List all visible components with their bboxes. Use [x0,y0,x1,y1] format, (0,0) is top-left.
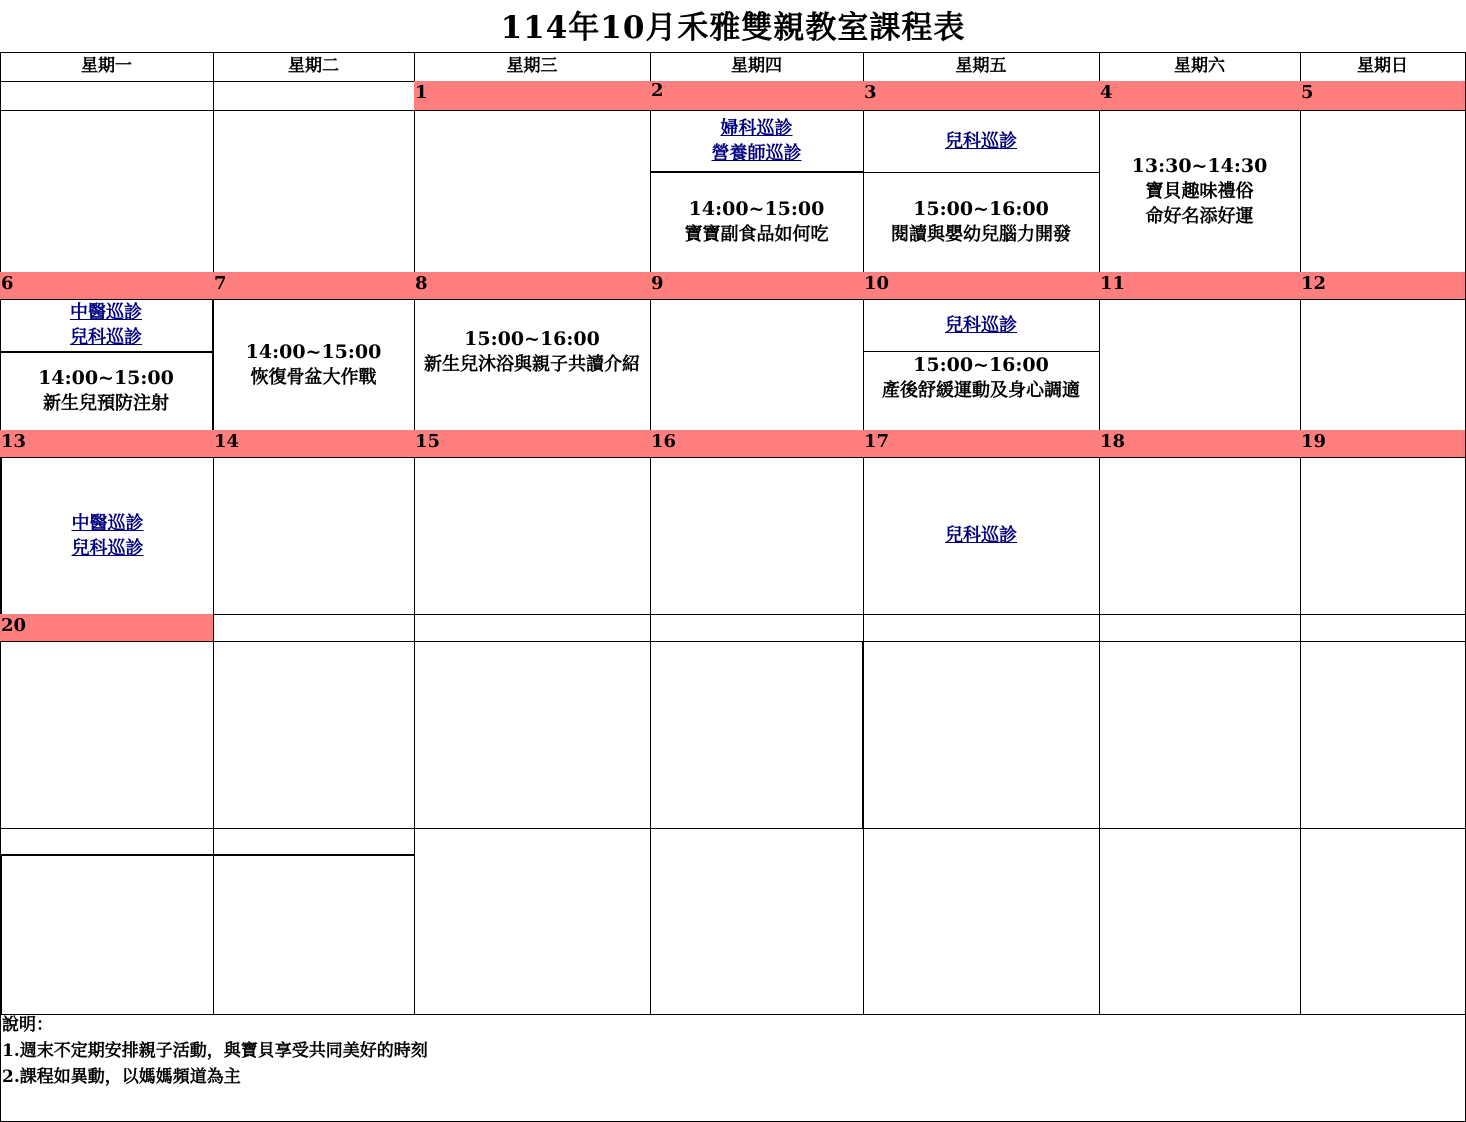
day-cell [213,855,415,1015]
day-cell [213,457,415,615]
day-cell [1099,641,1301,829]
day-cell [1099,299,1301,431]
day-cell [863,641,1100,829]
day-cell-oct13 [0,457,214,615]
date-cell-empty [213,81,415,111]
date-4: 4 [1099,81,1301,111]
course-time: 15:00~16:00 [913,198,1049,220]
clinic-link-gynecology[interactable]: 婦科巡診 [720,117,793,139]
notes-section [2,1012,1462,1090]
date-13: 13 [0,430,214,458]
day-cell [0,855,214,1015]
day-cell [1300,110,1466,273]
date-19: 19 [1300,430,1466,458]
day-cell [650,641,864,829]
notes-line-1: 1.週末不定期安排親子活動，與寶貝享受共同美好的時刻 [2,1041,428,1061]
date-17: 17 [863,430,1100,458]
day-cell-oct10-course [863,351,1100,431]
day-cell-oct4 [1099,110,1301,273]
day-cell [1300,828,1466,1015]
course-time: 14:00~15:00 [245,340,382,363]
date-2: 2 [650,81,864,111]
weekday-mon: 星期一 [0,52,214,82]
date-10: 10 [863,272,1100,300]
date-14: 14 [213,430,415,458]
clinic-link-tcm[interactable]: 中醫巡診 [71,512,144,534]
page-title: 114年10月禾雅雙親教室課程表 [500,10,966,46]
day-cell [0,641,214,829]
day-cell [1099,828,1301,1015]
day-cell-oct8 [414,299,651,431]
day-cell [213,110,415,273]
date-9: 9 [650,272,864,300]
date-12: 12 [1300,272,1466,300]
date-11: 11 [1099,272,1301,300]
day-cell [1300,457,1466,615]
course-title-line1: 寶貝趣味禮俗 [1145,181,1254,202]
day-cell [650,828,864,1015]
date-cell-empty [1300,614,1466,642]
course-title-line2: 命好名添好運 [1145,206,1254,227]
day-cell-oct3-course [863,172,1100,273]
day-cell [414,110,651,273]
weekday-sat: 星期六 [1099,52,1301,82]
course-time: 15:00~16:00 [464,328,600,350]
day-cell-oct10-clinics [863,299,1100,352]
clinic-link-pediatrics[interactable]: 兒科巡診 [945,130,1017,152]
date-15: 15 [414,430,651,458]
day-cell-oct2-clinics [650,110,864,173]
date-18: 18 [1099,430,1301,458]
day-cell-oct6-clinics [0,299,214,353]
date-cell-empty [650,614,864,642]
date-cell-empty [0,828,214,856]
day-cell-oct7 [213,299,415,431]
day-cell-oct2-course [650,172,864,273]
notes-heading: 說明： [2,1015,53,1035]
day-cell [650,457,864,615]
date-20: 20 [0,614,214,642]
date-16: 16 [650,430,864,458]
course-time: 15:00~16:00 [913,354,1049,376]
weekday-sun: 星期日 [1300,52,1466,82]
weekday-wed: 星期三 [414,52,651,82]
clinic-link-pediatrics[interactable]: 兒科巡診 [70,327,142,348]
clinic-link-pediatrics[interactable]: 兒科巡診 [945,525,1017,546]
date-cell-empty [213,828,415,856]
day-cell-oct17 [863,457,1100,615]
date-3: 3 [863,81,1100,111]
course-title: 產後舒緩運動及身心調適 [882,380,1080,401]
date-7: 7 [213,272,415,300]
day-cell [650,299,864,431]
day-cell [863,828,1100,1015]
date-6: 6 [0,272,214,300]
day-cell [414,457,651,615]
day-cell [213,641,415,829]
day-cell [414,828,651,1015]
day-cell [1099,457,1301,615]
notes-line-2: 2.課程如異動，以媽媽頻道為主 [2,1067,241,1087]
course-time: 14:00~15:00 [688,198,825,220]
date-5: 5 [1300,81,1466,111]
course-title: 新生兒沐浴與親子共讀介紹 [424,354,640,375]
day-cell [1300,299,1466,431]
course-title: 寶寶副食品如何吃 [684,224,829,245]
date-cell-empty [1099,614,1301,642]
day-cell [1300,641,1466,829]
day-cell [0,110,214,273]
date-8: 8 [414,272,651,300]
clinic-link-nutritionist[interactable]: 營養師巡診 [711,142,802,164]
day-cell-oct6-course [0,352,214,431]
course-time: 13:30~14:30 [1131,155,1268,177]
date-1: 1 [414,81,651,111]
date-cell-empty [213,614,415,642]
date-cell-empty [0,81,214,111]
day-cell [414,641,651,829]
clinic-link-pediatrics[interactable]: 兒科巡診 [71,537,144,559]
course-title: 恢復骨盆大作戰 [250,366,377,388]
clinic-link-tcm[interactable]: 中醫巡診 [70,302,142,323]
course-title: 閱讀與嬰幼兒腦力開發 [891,224,1071,245]
weekday-thu: 星期四 [650,52,864,82]
course-time: 14:00~15:00 [38,367,174,389]
date-cell-empty [863,614,1100,642]
weekday-fri: 星期五 [863,52,1100,82]
course-title: 新生兒預防注射 [43,393,169,414]
clinic-link-pediatrics[interactable]: 兒科巡診 [945,314,1017,336]
day-cell-oct3-clinics [863,110,1100,173]
date-cell-empty [414,614,651,642]
weekday-tue: 星期二 [213,52,415,82]
